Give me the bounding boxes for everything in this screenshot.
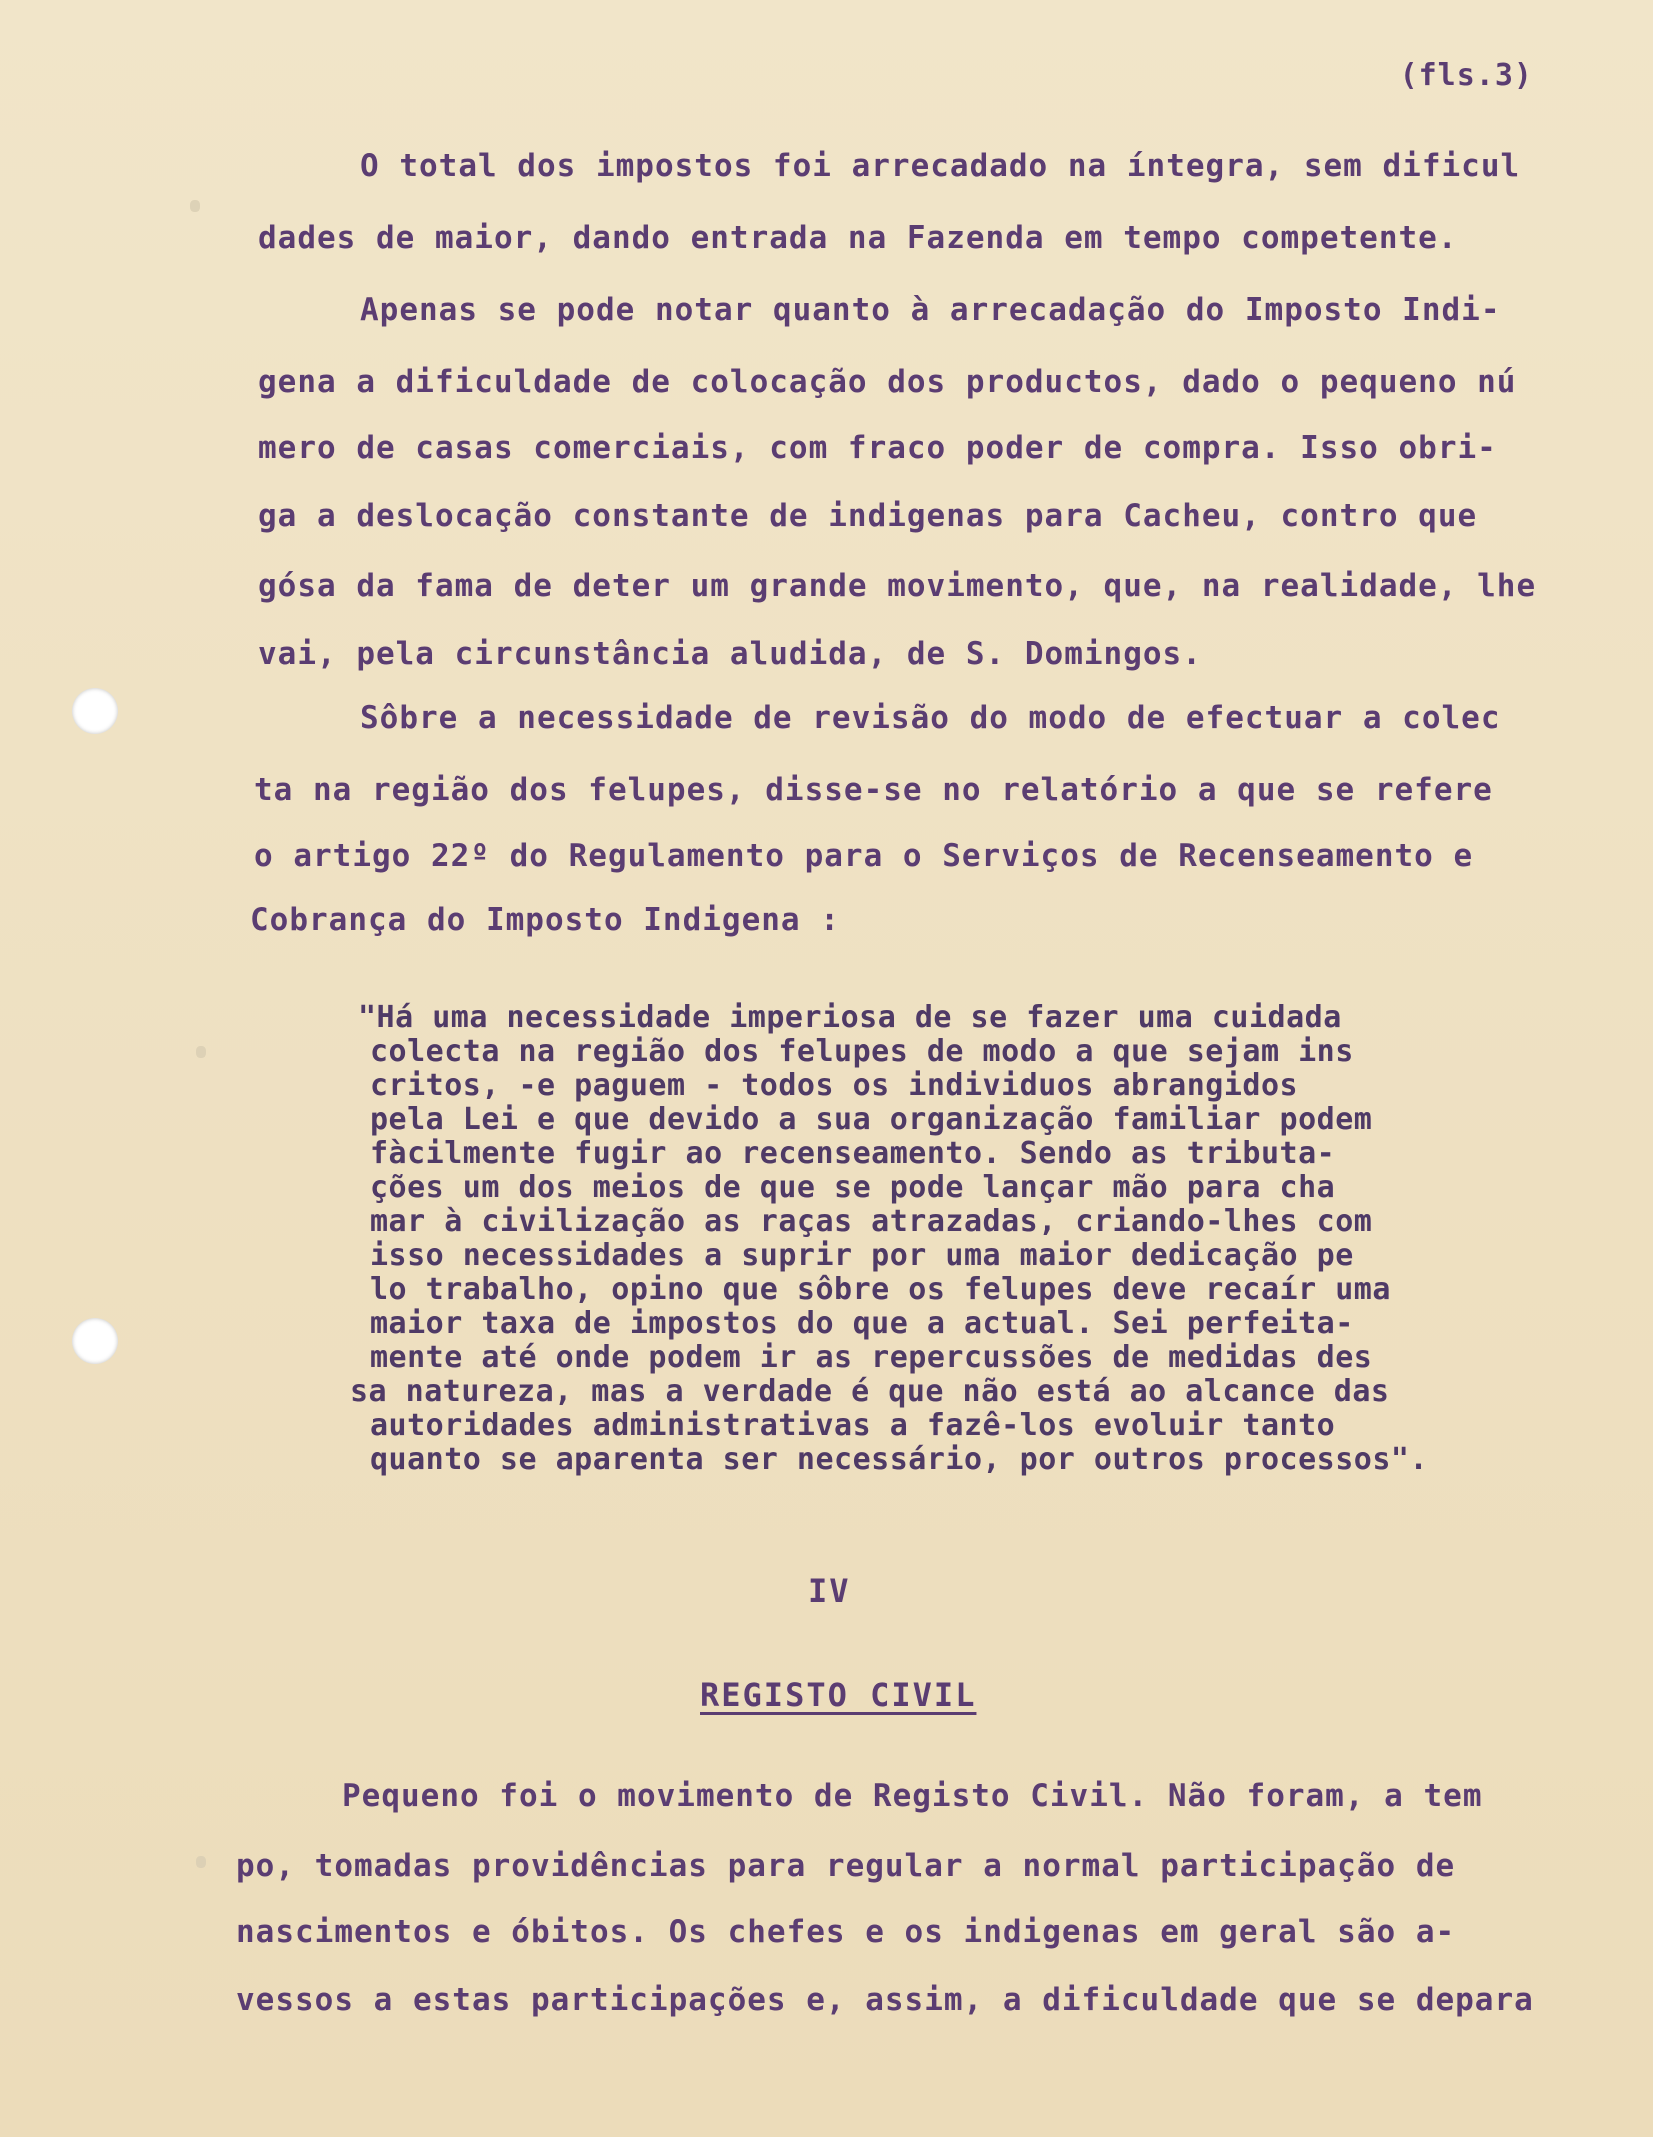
quote-line: maior taxa de impostos do que a actual. Sei perfeita- xyxy=(370,1306,1354,1341)
quote-line: fàcilmente fugir ao recenseamento. Sendo as tributa- xyxy=(370,1136,1336,1171)
paragraph-4-line: nascimentos e óbitos. Os chefes e os indigenas em geral são a- xyxy=(236,1914,1456,1950)
paper-mark xyxy=(196,1046,206,1058)
paragraph-1-line: O total dos impostos foi arrecadado na íntegra, sem dificul xyxy=(360,148,1521,184)
paragraph-3-line: Cobrança do Imposto Indigena : xyxy=(250,902,840,938)
paragraph-2-line: vai, pela circunstância aludida, de S. Domingos. xyxy=(258,636,1202,672)
paragraph-4-line: Pequeno foi o movimento de Registo Civil. Não foram, a tem xyxy=(342,1778,1483,1814)
punch-hole-upper xyxy=(72,688,118,734)
paragraph-3-line: o artigo 22º do Regulamento para o Serviços de Recenseamento e xyxy=(254,838,1474,874)
quote-line: lo trabalho, opino que sôbre os felupes deve recaír uma xyxy=(370,1272,1391,1307)
folio-number: (fls.3) xyxy=(1399,58,1533,93)
paper-mark xyxy=(196,1856,206,1868)
quote-line: quanto se aparenta ser necessário, por outros processos". xyxy=(370,1442,1429,1477)
paragraph-3-line: ta na região dos felupes, disse-se no relatório a que se refere xyxy=(254,772,1493,808)
quote-line: critos, -e paguem - todos os individuos abrangidos xyxy=(370,1068,1299,1103)
paper-mark xyxy=(190,200,200,212)
quote-line: ções um dos meios de que se pode lançar mão para cha xyxy=(370,1170,1336,1205)
quote-line: "Há uma necessidade imperiosa de se fazer uma cuidada xyxy=(358,1000,1342,1035)
quote-line: pela Lei e que devido a sua organização familiar podem xyxy=(370,1102,1373,1137)
paragraph-4-line: po, tomadas providências para regular a normal participação de xyxy=(236,1848,1456,1884)
quote-line: mente até onde podem ir as repercussões de medidas des xyxy=(370,1340,1373,1375)
quote-line: sa natureza, mas a verdade é que não está ao alcance das xyxy=(350,1374,1390,1409)
paragraph-2-line: Apenas se pode notar quanto à arrecadação do Imposto Indi- xyxy=(360,292,1501,328)
section-title: REGISTO CIVIL xyxy=(700,1676,977,1714)
punch-hole-lower xyxy=(72,1318,118,1364)
paragraph-3-line: Sôbre a necessidade de revisão do modo de efectuar a colec xyxy=(360,700,1501,736)
paragraph-1-line: dades de maior, dando entrada na Fazenda em tempo competente. xyxy=(258,220,1458,256)
section-number: IV xyxy=(808,1572,851,1610)
paragraph-2-line: ga a deslocação constante de indigenas para Cacheu, contro que xyxy=(258,498,1478,534)
paragraph-4-line: vessos a estas participações e, assim, a dificuldade que se depara xyxy=(236,1982,1534,2018)
paragraph-2-line: gósa da fama de deter um grande movimento, que, na realidade, lhe xyxy=(258,568,1537,604)
quote-line: mar à civilização as raças atrazadas, criando-lhes com xyxy=(370,1204,1373,1239)
paragraph-2-line: mero de casas comerciais, com fraco poder de compra. Isso obri- xyxy=(258,430,1497,466)
quote-line: isso necessidades a suprir por uma maior dedicação pe xyxy=(370,1238,1354,1273)
paragraph-2-line: gena a dificuldade de colocação dos productos, dado o pequeno nú xyxy=(258,364,1517,400)
quote-line: colecta na região dos felupes de modo a que sejam ins xyxy=(370,1034,1354,1069)
quote-line: autoridades administrativas a fazê-los evoluir tanto xyxy=(370,1408,1336,1443)
